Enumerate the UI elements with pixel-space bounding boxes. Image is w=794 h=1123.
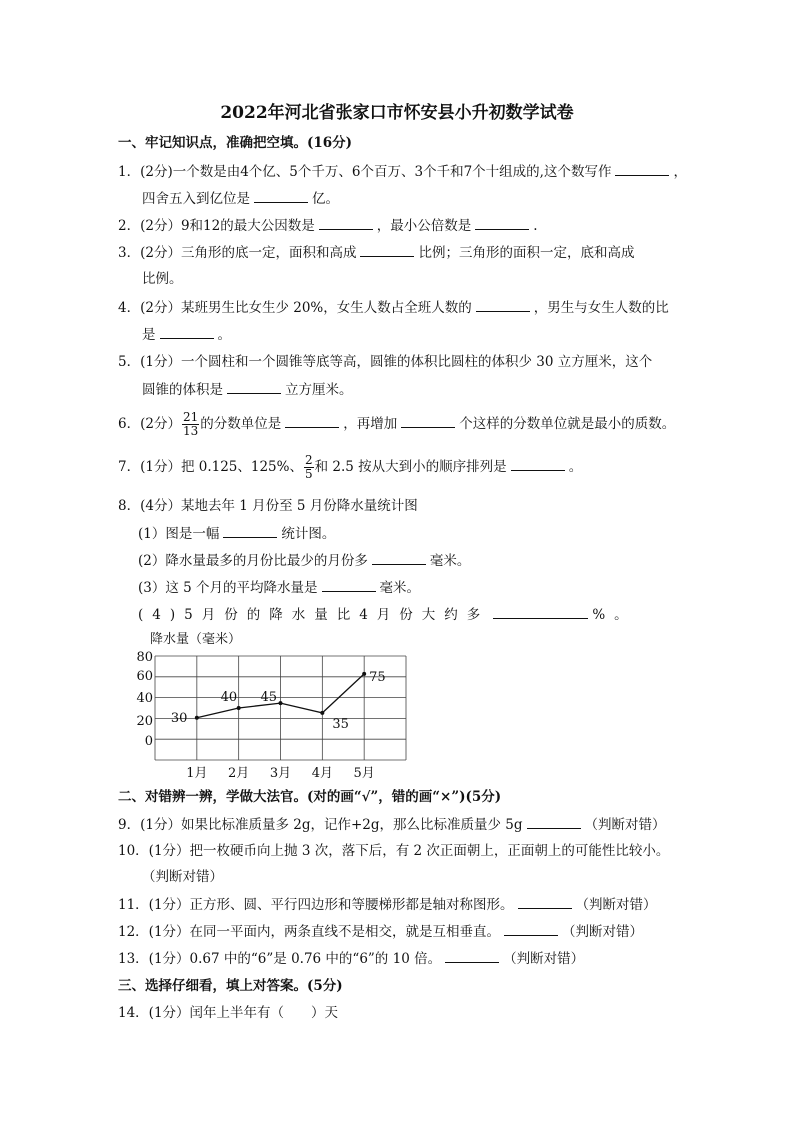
q11-judge: （判断对错） bbox=[575, 897, 657, 913]
answer-blank[interactable] bbox=[254, 189, 308, 203]
q13-text: 13．(1分）0.67 中的“6”是 0.76 中的“6”的 10 倍。 bbox=[118, 951, 442, 967]
q6-text: 6．(2分） bbox=[118, 416, 181, 432]
q1-text-2: 四舍五入到亿位是 bbox=[142, 191, 250, 207]
answer-blank[interactable] bbox=[518, 895, 572, 909]
q8-3-unit: 毫米。 bbox=[379, 580, 421, 596]
data-point bbox=[237, 706, 241, 710]
q8-4-text: (4)5月份的降水量比4月份大约多 bbox=[138, 607, 490, 623]
data-label: 45 bbox=[260, 690, 278, 706]
question-8-2 bbox=[138, 551, 470, 570]
q4-punct: 。 bbox=[217, 327, 231, 343]
answer-blank[interactable] bbox=[322, 578, 376, 592]
data-label: 30 bbox=[170, 710, 188, 726]
fraction-numerator: 21 bbox=[182, 410, 199, 424]
q8-4-unit: %。 bbox=[592, 607, 637, 623]
section-2-heading: 二、对错辨一辨，学做大法官。(对的画“√”，错的画“×”)(5分) bbox=[118, 789, 502, 805]
x-tick-label: 5月 bbox=[353, 766, 375, 780]
question-11 bbox=[118, 895, 657, 914]
q4-text-3: 是 bbox=[142, 327, 156, 343]
y-tick-label: 0 bbox=[144, 734, 153, 749]
answer-blank[interactable] bbox=[223, 524, 277, 538]
x-tick-label: 3月 bbox=[269, 766, 292, 780]
answer-blank[interactable] bbox=[476, 298, 530, 312]
question-3-line-2: 比例。 bbox=[142, 271, 183, 287]
data-point bbox=[195, 716, 199, 720]
answer-blank[interactable] bbox=[401, 414, 455, 428]
y-tick-label: 20 bbox=[136, 714, 153, 729]
answer-blank[interactable] bbox=[372, 551, 426, 565]
question-14: 14．(1分）闰年上半年有（ ）天 bbox=[118, 1005, 339, 1021]
q2-text: 2．(2分）9和12的最大公因数是 bbox=[118, 218, 315, 234]
data-point bbox=[320, 711, 324, 715]
fraction-denominator: 5 bbox=[304, 467, 313, 481]
answer-blank[interactable] bbox=[445, 949, 499, 963]
q8-2-unit: 毫米。 bbox=[429, 553, 471, 569]
question-4-line-1 bbox=[118, 298, 669, 317]
q5-text: 圆锥的体积是 bbox=[142, 382, 223, 398]
answer-blank[interactable] bbox=[504, 922, 558, 936]
chart-data-labels bbox=[171, 670, 386, 732]
data-label: 40 bbox=[220, 690, 238, 705]
question-12 bbox=[118, 922, 643, 941]
answer-blank[interactable] bbox=[493, 605, 588, 619]
question-5-line-2 bbox=[142, 380, 353, 399]
q12-judge: （判断对错） bbox=[562, 924, 644, 940]
chart-y-ticks bbox=[136, 650, 153, 749]
q7-text: 7．(1分）把 0.125、125%、 bbox=[118, 459, 303, 475]
q3-text-2: 比例；三角形的面积一定，底和高成 bbox=[418, 245, 635, 261]
answer-blank[interactable] bbox=[360, 243, 414, 257]
section-1-heading: 一、牢记知识点，准确把空填。(16分) bbox=[118, 135, 353, 151]
fraction-numerator: 2 bbox=[304, 453, 313, 467]
y-tick-label: 40 bbox=[136, 691, 153, 706]
question-1-line-1 bbox=[118, 162, 687, 181]
answer-blank[interactable] bbox=[227, 380, 281, 394]
q5-unit: 立方厘米。 bbox=[285, 382, 353, 398]
data-point bbox=[279, 701, 283, 705]
q13-judge: （判断对错） bbox=[503, 951, 585, 967]
question-2 bbox=[118, 216, 538, 235]
data-label: 75 bbox=[369, 669, 386, 685]
q1-text: 1．(2分)一个数是由4个亿、5个千万、6个百万、3个千和7个十组成的,这个数写作 bbox=[118, 164, 612, 180]
question-8: 8．(4分）某地去年 1 月份至 5 月份降水量统计图 bbox=[118, 498, 418, 514]
answer-blank[interactable] bbox=[160, 325, 214, 339]
page-title: 2022年河北省张家口市怀安县小升初数学试卷 bbox=[220, 103, 574, 123]
q8-3-text: (3）这 5 个月的平均降水量是 bbox=[138, 580, 318, 596]
q9-text: 9．(1分）如果比标准质量多 2g，记作+2g，那么比标准质量少 5g bbox=[118, 817, 523, 833]
answer-blank[interactable] bbox=[511, 457, 565, 471]
fraction-21-13 bbox=[182, 411, 199, 438]
question-8-1 bbox=[138, 524, 335, 543]
x-tick-label: 4月 bbox=[311, 766, 333, 780]
fraction-denominator: 13 bbox=[182, 424, 199, 438]
question-10-line-2: （判断对错） bbox=[142, 869, 223, 885]
q8-2-text: (2）降水量最多的月份比最少的月份多 bbox=[138, 553, 368, 569]
answer-blank[interactable] bbox=[285, 414, 339, 428]
question-4-line-2 bbox=[142, 325, 231, 344]
q1-unit: 亿。 bbox=[312, 191, 339, 207]
q8-1-text: (1）图是一幅 bbox=[138, 526, 220, 542]
q1-punct: ， bbox=[673, 164, 687, 180]
q3-text: 3．(2分）三角形的底一定，面积和高成 bbox=[118, 245, 357, 261]
rainfall-line-chart bbox=[130, 628, 420, 780]
answer-blank[interactable] bbox=[319, 216, 373, 230]
chart-x-ticks bbox=[186, 766, 375, 780]
question-8-3 bbox=[138, 578, 420, 597]
question-13 bbox=[118, 949, 584, 968]
y-tick-label: 80 bbox=[136, 650, 153, 665]
q7-text-2: 和 2.5 按从大到小的顺序排列是 bbox=[314, 459, 507, 475]
section-3-heading: 三、选择仔细看，填上对答案。(5分) bbox=[118, 978, 343, 994]
question-5-line-1: 5．(1分）一个圆柱和一个圆锥等底等高，圆锥的体积比圆柱的体积少 30 立方厘米，这个 bbox=[118, 354, 653, 370]
question-10-line-1: 10．(1分）把一枚硬币向上抛 3 次，落下后，有 2 次正面朝上，正面朝上的可能性比较小。 bbox=[118, 843, 670, 859]
x-tick-label: 2月 bbox=[228, 766, 250, 780]
q4-text: 4．(2分）某班男生比女生少 20%，女生人数占全班人数的 bbox=[118, 300, 472, 316]
question-6 bbox=[118, 409, 675, 439]
question-7 bbox=[118, 452, 582, 482]
q6-text-4: 个这样的分数单位就是最小的质数。 bbox=[459, 416, 676, 432]
question-9 bbox=[118, 815, 666, 834]
q6-text-2: 的分数单位是 bbox=[200, 416, 282, 432]
q4-text-2: ，男生与女生人数的比 bbox=[533, 300, 669, 316]
fraction-2-5 bbox=[304, 454, 314, 481]
chart-y-axis-label: 降水量（毫米） bbox=[150, 632, 242, 647]
q7-punct: 。 bbox=[568, 459, 583, 475]
q12-text: 12．(1分）在同一平面内，两条直线不是相交，就是互相垂直。 bbox=[118, 924, 501, 940]
question-8-4 bbox=[138, 605, 637, 624]
data-label: 35 bbox=[332, 716, 349, 732]
answer-blank[interactable] bbox=[475, 216, 529, 230]
y-tick-label: 60 bbox=[136, 669, 153, 684]
question-3-line-1 bbox=[118, 243, 634, 262]
answer-blank[interactable] bbox=[527, 815, 581, 829]
q8-1-text-2: 统计图。 bbox=[281, 526, 336, 542]
q2-punct: . bbox=[533, 218, 538, 234]
q2-text-2: ，最小公倍数是 bbox=[376, 218, 472, 234]
data-point bbox=[362, 672, 366, 676]
x-tick-label: 1月 bbox=[186, 766, 208, 780]
answer-blank[interactable] bbox=[615, 162, 669, 176]
q11-text: 11．(1分）正方形、圆、平行四边形和等腰梯形都是轴对称图形。 bbox=[118, 897, 514, 913]
q6-text-3: ，再增加 bbox=[343, 416, 398, 432]
question-1-line-2 bbox=[142, 189, 339, 208]
q9-judge: （判断对错） bbox=[584, 817, 666, 833]
